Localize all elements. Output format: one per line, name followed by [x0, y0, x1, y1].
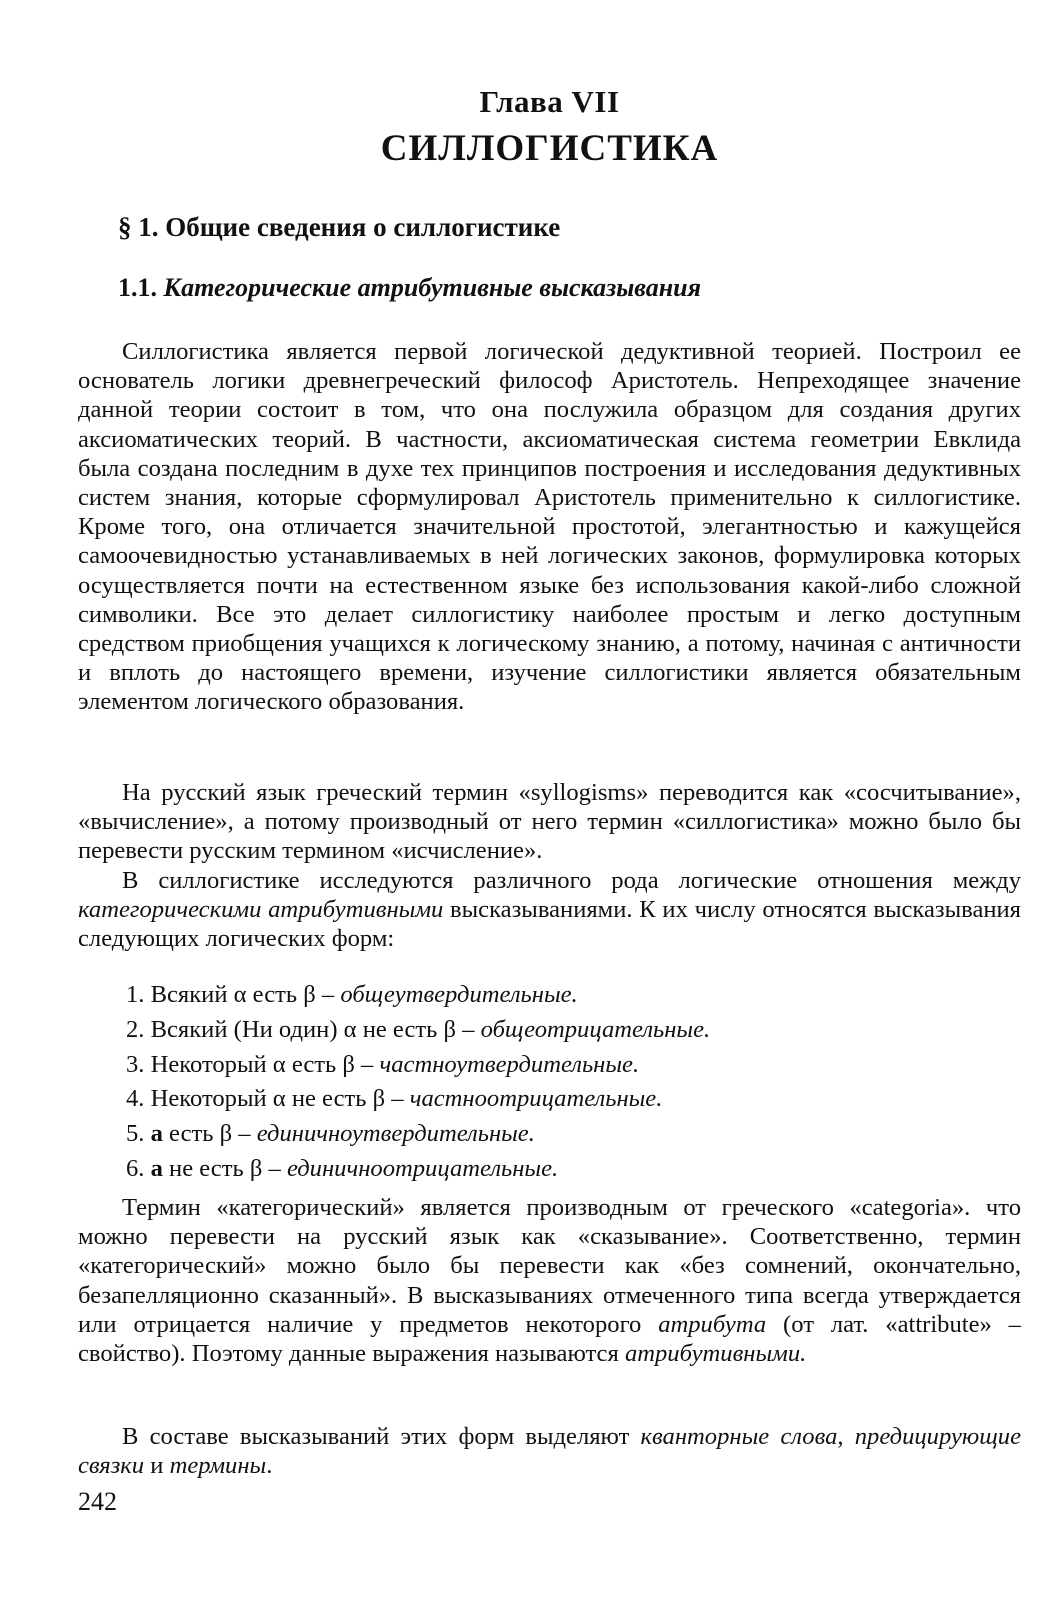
form-text: 4. Некоторый α не есть β – — [126, 1085, 410, 1113]
form-number: 5. — [126, 1120, 151, 1148]
text-run: и — [144, 1452, 170, 1480]
emphasis: предицирующие связки — [78, 1423, 1021, 1480]
subsection-number: 1.1. — [118, 273, 157, 302]
form-term: a — [150, 1120, 163, 1148]
subsection-heading — [118, 273, 701, 303]
form-name: частноутвердительные. — [379, 1050, 640, 1078]
paragraph-categorical — [78, 1193, 1021, 1368]
form-number: 6. — [126, 1154, 151, 1182]
list-item — [126, 978, 710, 1013]
subsection-title: Категорические атрибутивные высказывания — [163, 273, 701, 302]
emphasis: атрибутивными. — [624, 1340, 807, 1368]
text-run: В составе высказываний этих форм выделяют — [122, 1423, 641, 1450]
paragraph-text — [78, 1193, 1021, 1368]
text-run: высказываниями. К их числу относятся высказывания следующих логических форм: — [78, 896, 1021, 953]
list-item — [126, 1152, 710, 1187]
book-page — [78, 0, 1021, 1600]
form-name: частноотрицательные. — [409, 1085, 663, 1113]
paragraph-intro — [78, 337, 1021, 717]
form-text: 1. Всякий α есть β – — [126, 981, 341, 1008]
paragraph-components — [78, 1422, 1021, 1480]
list-item — [126, 1117, 710, 1152]
form-text: есть β – — [162, 1120, 257, 1148]
paragraph-text — [78, 866, 1021, 954]
paragraph-forms-intro — [78, 866, 1021, 954]
form-name: общеотрицательные. — [480, 1015, 711, 1043]
list-item — [126, 1082, 710, 1117]
form-term: a — [150, 1154, 163, 1182]
text-run: (от лат. «attribute» – свойство). Поэтому данные выражения называются — [78, 1310, 1021, 1368]
paragraph-text: Силлогистика является первой логической дедуктивной теорией. Построил ее основатель логики древнегреческий философ Аристотель. Непреходящее значение данной теории состоит в том, что она послужила образцом для создания других аксиоматических теорий. В частности, аксиоматическая система геометрии Евклида была создана последним в духе тех принципов построения и исследования дедуктивных систем знания, которые сформулировал Аристотель применительно к силлогистике. Кроме того, она отличается значительной простотой, элегантностью и кажущейся самоочевидностью устанавливаемых в ней логических законов, формулировка которых осуществляется почти на естественном языке без использования какой-либо сложной символики. Все это делает силлогистику наиболее простым и легко доступным средством приобщения учащихся к логическому знанию, а потому, начиная с античности и вплоть до настоящего времени, изучение силлогистики является обязательным элементом логического образования. — [78, 338, 1021, 716]
list-item — [126, 1013, 710, 1048]
text-run: В силлогистике исследуются различного рода логические отношения между — [122, 867, 1021, 894]
text-run: Термин «категорический» является производным от греческого «categoria». что можно перевести на русский язык как «сказывание». Соответственно, термин «категорический» можно было бы перевести как «без сомнений, окончательно, безапелляционно сказанный». В высказываниях отмеченного типа всегда утверждается или отрицается наличие у предметов некоторого — [78, 1194, 1021, 1338]
page-number: 242 — [78, 1487, 117, 1516]
text-run: , — [837, 1423, 855, 1450]
paragraph-text — [78, 1422, 1021, 1480]
paragraph-translation — [78, 778, 1021, 866]
emphasis: кванторные слова — [640, 1423, 838, 1450]
emphasis: атрибута — [658, 1310, 767, 1338]
list-item — [126, 1048, 710, 1083]
chapter-title: СИЛЛОГИСТИКА — [380, 128, 719, 169]
paragraph-text: На русский язык греческий термин «syllogisms» переводится как «сосчитывание», «вычисление», а потому производный от него термин «силлогистика» можно было бы перевести русским термином «исчисление». — [78, 779, 1021, 865]
form-text: не есть β – — [162, 1154, 287, 1182]
form-text: 3. Некоторый α есть β – — [126, 1050, 380, 1078]
text-run: . — [266, 1452, 273, 1480]
chapter-number: Глава VII — [479, 84, 620, 119]
section-heading: § 1. Общие сведения о силлогистике — [118, 212, 561, 242]
form-name: единичноутвердительные. — [256, 1120, 535, 1148]
form-name: общеутвердительные. — [340, 981, 578, 1008]
emphasis: категорическими атрибутивными — [78, 896, 444, 924]
form-name: единичноотрицательные. — [286, 1154, 559, 1182]
forms-list — [126, 978, 710, 1187]
form-text: 2. Всякий (Ни один) α не есть β – — [126, 1015, 481, 1043]
emphasis: термины — [169, 1452, 267, 1480]
